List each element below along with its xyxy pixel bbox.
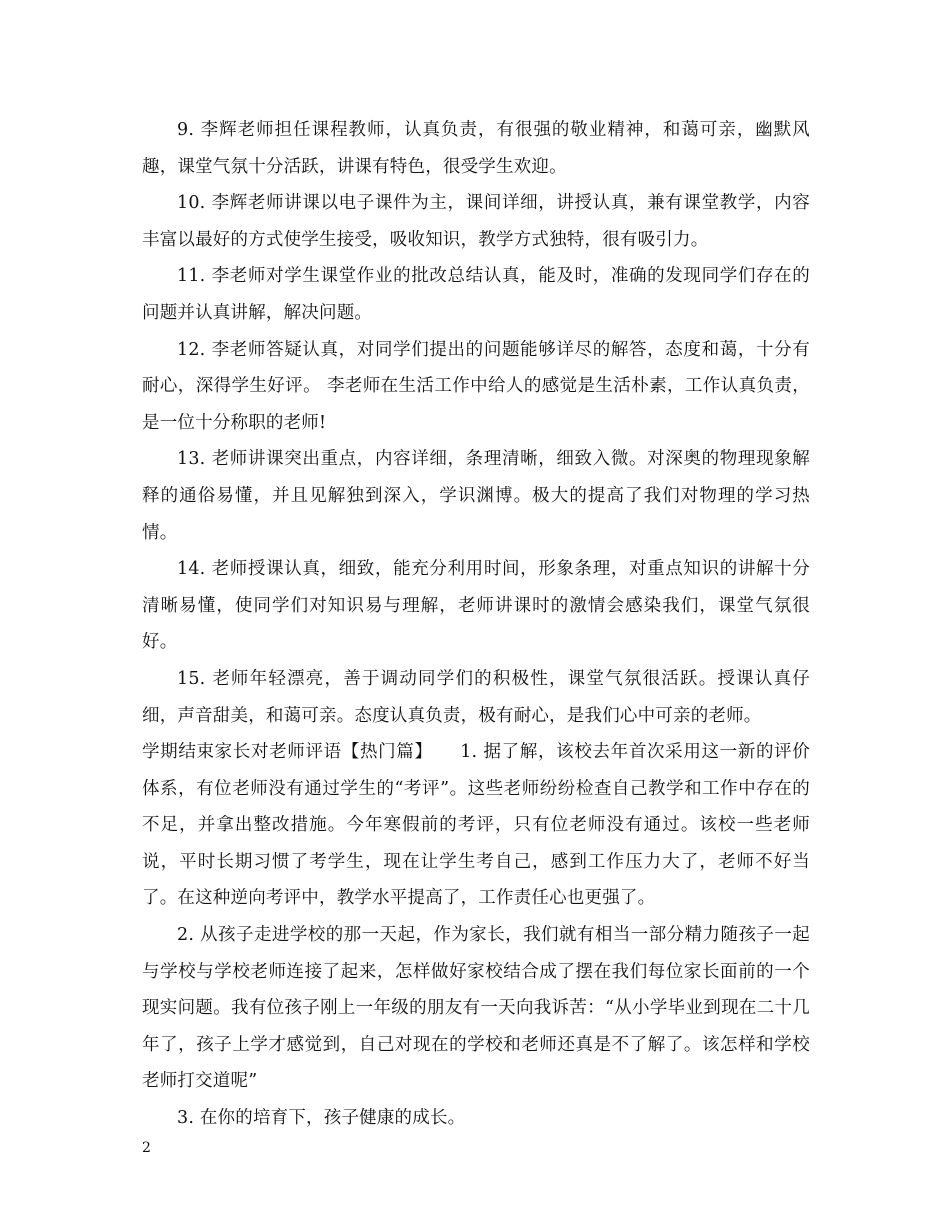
paragraph-item-15: 15. 老师年轻漂亮，善于调动同学们的积极性，课堂气氛很活跃。授课认真仔细，声音甜美，和蔼可亲。态度认真负责，极有耐心，是我们心中可亲的老师。 (142, 668, 810, 726)
paragraph-item-11: 11. 李老师对学生课堂作业的批改总结认真，能及时，准确的发现同学们存在的问题并认真讲解，解决问题。 (142, 266, 810, 323)
page-number: 2 (142, 1140, 151, 1156)
paragraph-item-13: 13. 老师讲课突出重点，内容详细，条理清晰，细致入微。对深奥的物理现象解释的通俗易懂，并且见解独到深入，学识渊博。极大的提高了我们对物理的学习热情。 (142, 449, 810, 543)
paragraph-item-12: 12. 李老师答疑认真，对同学们提出的问题能够详尽的解答，态度和蔼，十分有耐心，深得学生好评。 李老师在生活工作中给人的感觉是生活朴素，工作认真负责，是一位十分称职的老师! (142, 339, 810, 433)
paragraph-section-heading: 学期结束家长对老师评语【热门篇】 1. 据了解，该校去年首次采用这一新的评价体系，有位老师没有通过学生的“考评”。这些老师纷纷检查自己教学和工作中存在的不足，并拿出整改措施。今年寒假前的考评，只有位老师没有通过。该校一些老师说，平时长期习惯了考学生，现在让学生考自己，感到工作压力大了，老师不好当了。在这种逆向考评中，教学水平提高了，工作责任心也更强了。 (142, 742, 810, 909)
paragraph-item-9: 9. 李辉老师担任课程教师，认真负责，有很强的敬业精神，和蔼可亲，幽默风趣，课堂气氛十分活跃，讲课有特色，很受学生欢迎。 (142, 120, 810, 177)
paragraph-parent-2: 2. 从孩子走进学校的那一天起，作为家长，我们就有相当一部分精力随孩子一起与学校与学校老师连接了起来，怎样做好家校结合成了摆在我们每位家长面前的一个现实问题。我有位孩子刚上一年级的朋友有一天向我诉苦：“从小学毕业到现在二十几年了，孩子上学才感觉到，自己对现在的学校和老师还真是不了解了。该怎样和学校老师打交道呢” (142, 925, 810, 1092)
document-body (142, 112, 810, 1137)
paragraph-item-10: 10. 李辉老师讲课以电子课件为主，课间详细，讲授认真，兼有课堂教学，内容丰富以最好的方式使学生接受，吸收知识，教学方式独特，很有吸引力。 (142, 193, 810, 250)
paragraph-parent-3: 3. 在你的培育下，孩子健康的成长。 (177, 1108, 466, 1129)
paragraph-item-14: 14. 老师授课认真，细致，能充分利用时间，形象条理，对重点知识的讲解十分清晰易懂，使同学们对知识易与理解，老师讲课时的激情会感染我们，课堂气氛很好。 (142, 559, 810, 653)
